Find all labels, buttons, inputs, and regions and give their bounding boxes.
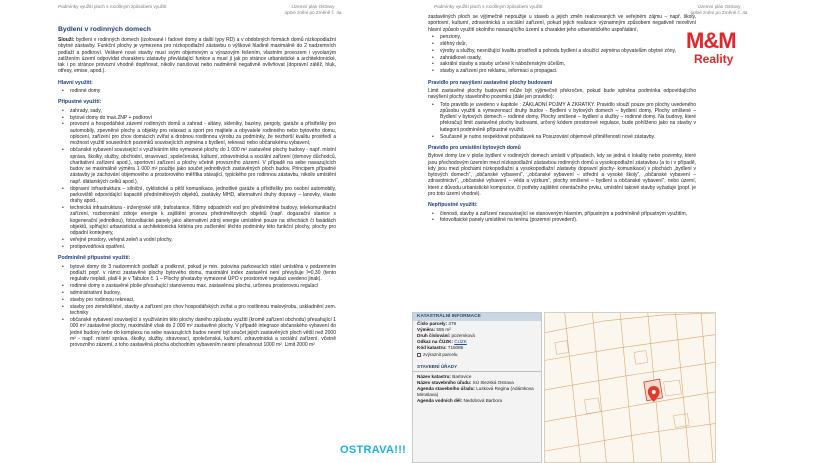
list-item: • protipovodňová opatření. [70,244,336,250]
list-item: • stěhný dvůr, [440,41,696,47]
left-header-plan-version: úplné znění po Změně č. 4a [284,10,342,15]
opening-paragraph: zastavěných ploch se výjimečně nepoužije u staveb a jejich změn realizovaných ve veřejném zájmu – např. školy, sportovní, kulturní, zdravotnická a sociální zařízení, pokud jejich realizace významným způsobem negativně neovlivní hlavní způsob využití okolního navazujícího území a charakter jeho urbanistického uspořádání, [428,14,696,33]
type-label: Druh číslování: [417,333,451,338]
list-item: • Současně je nutno respektovat požadavek na Posuzování objemově přiměřenosti nové zástavby. [440,134,696,140]
office-value: SÚ Slezská Ostrava [472,380,514,385]
list-item: • dopravní infrastruktura – silniční, cyklistické a pěší komunikace, jednotlivé garáže a přístřešky pro osobní automobily, parkoviště odpovídající kapacitě přednímětových objektů, zastávky MHD, alternativní druhy dopravy – lanovky, vlaste drahy apod., [70,186,336,205]
main-use-heading: Hlavní využití: [58,79,93,86]
rule-paragraph: Limit zastavěné plochy budovami může být výjimečně překročen, pokud bude splněna podmínka odpovídajícího navýšení plochy stavebního pozemku (dále jen pravidlo): [428,87,696,101]
highlight-parcel-label: zvýraznit parcelu [423,352,458,357]
left-page [0,0,412,463]
list-item: • občanské vybavení související s využíváním této vymezené plochy do 1 000 m² zastavěné plochy budovy - např. místní správa, školky, služby, obchodní, stravovací, společenská, kulturní, zdravotnická a sociální zařízení (domovy důchodců, charitativní zařízení apod.), sportovní zařízení a plochy včetně provozního zázemí. V případě na sebe navazujících budov se maximálně výměra 1 000 m² použije jako součet jednotlivých zastavěných ploch budov. Principem případné zástavby je zachování objemového a prostorového měřítka stávající, typického pro rodinnou zástavbu, nikoliv umístění např. dlátarských celků apod.), [70,147,336,185]
cuzk-link[interactable]: ČÚZK [454,339,467,344]
conditional-list [58,264,336,349]
list-item: • občanské vybavení související s využíváním této plochy daného způsobu využití (kromě zařízení obchodu) přesahující 1 000 m² zastavěné plochy, maximálně však do 2 000 m² zastavěné plochy. V případě integrace občanského vybavení do jedné budovy nebo do komplexu na sebe navazujících budov nesmí být součet jejich zastavěných ploch větší než 2000 m² - např. místní správa, školky, služby, stravovací, společenská, kulturní, zdravotnická a sociální zařízení, včetně provozního zázemí, z toho zastavěná plocha obchodním vybavením nesmí přesahnout 1000 m². Limit 2000 m² [70,317,336,348]
parcel-number-value: 379 [448,321,457,326]
list-item: • penziony, [440,34,696,40]
agenda-water-label: Agenda vodních děl: [417,398,463,403]
main-use-list [58,88,336,94]
highlight-parcel-toggle[interactable] [413,351,541,359]
list-item: • stavby pro rodinnou rekreaci, [70,297,336,303]
list-item: • Toto pravidlo je uvedeno v kapitole : ZÁKLADNÍ POJMY A ZKRATKY. Pravidlo slouží pouze pro plochy uvedeného způsobu využití a vymezenoucí druhy budov - Bydlení v bytových domech – bydlení domy, Plochy smíšené – Bydlení v bytových domech – rodinné domy, Plochy smíšené – bydlení a služby – rodinné domy. Na budovy, které překračují limit zastavěné plochy budovami, určený kódem prostorové regulace, bude pohlíženo jako na stavby v kategorii podmíněně přípustné využití. [440,102,696,133]
left-header-plan-name: Územní plán Ostravy [291,4,335,9]
code-label: Kód katastru: [417,345,447,350]
list-item: • bytové domy do 3 nadzemních podlaží a podkroví, pokud je min. polovina parkovacích stání umístěna v podzemním podlaží popř. v rámci zastavěné plochy bytového domu, maximální index zastavění není převyšuje I=0,30 (tento regulativ neplatí, platí-li je v Tabulce č. 1 – Plochy přestavby vymezené ÚPO v prostorové regulaci uvedeno jinak). [70,264,336,283]
logo-wordmark: Reality [694,52,734,66]
type-value: pozemková [451,333,475,338]
area-value: 555 m² [436,327,451,332]
agenda-label: Agenda stavebního úřadu: [417,386,475,391]
forbidden-list [428,211,696,224]
parcel-map[interactable] [544,312,716,463]
left-header-plan [258,4,368,16]
agenda-water-row [413,398,541,404]
ostrava-logo [340,444,406,456]
list-item: • stavby a zařízení pro reklamu, informaci a propagaci. [440,68,696,74]
right-column [428,14,696,224]
list-item: • provozní a hospodářské zázemí rodinných domů a zahrad - altány, skleníky, bazény, pergoly, garáže a přístřešky pro automobily, zpevněné plochy a objekty pro relaxaci a sport pro majitele a obyvatele rodinného nebo bytového domu, oplocení, zařízení pro chov domácích zvířat a drobnou rostlinnou výrobu za podmínky, že nezhorší kvalitu prostředí a možnost využití sousedních pozemků souvisejících zejména s bydlení, rekreaci nebo občanskému vybavení, [70,121,336,146]
list-item: • stavby pro zemědělství, stavby a zařízení pro chov hospodářských zvířat a pro rostlinnou malovýrobu, uskladnění zem. techniky [70,304,336,317]
agenda-value: Lusková Regina (Adámkova Miroslava) [417,386,534,397]
right-header-plan-version: úplné znění po Změně č. 4a [690,10,748,15]
list-item: • sakrální stavby a stavby určené k náboženským účelům, [440,61,696,67]
list-item: • zahrady, sady, [70,108,336,114]
permitted-heading: Přípustné využití: [58,99,102,106]
highlight-parcel-checkbox[interactable] [417,353,421,357]
right-header-plan-name: Územní plán Ostravy [697,4,741,9]
left-header-title: Podmínky využití ploch s rozdílným způsobem využití [58,4,167,9]
section-title: Bydlení v rodinných domech [58,26,151,33]
left-column [58,26,336,349]
forbidden-heading: Nepřípustné využití: [428,202,478,209]
conditional-heading: Podmíněně přípustné využití: [58,255,131,262]
list-item: • zahrádkové osady, [440,55,696,61]
intro-lead: Slouží: [58,37,75,43]
katastr-label: Název katastru: [417,374,451,379]
office-label: Název stavebního úřadu: [417,380,472,385]
list-item: • činnosti, stavby a zařízení nesouvisející se stanoveným hlavním, přípustným a podmíněně přípustným využitím, [440,211,696,217]
parcel-map-drawing [545,313,715,462]
flats-paragraph: Bytové domy lze v ploše bydlení v rodinných domech umístit v případech, kdy se jedná o lokality nebo pozemky, které jsou přechodovým územím mezi nízkopodlažní zástavbou rodinných domů a vysokopodlažní zástavbou (a to i v případě, kdy jsou mezi plochami nízkopodlažní a vysokopodlažní zástavby dopravní plochy- komunikace) v plochách „bydlení v bytových domech“, „občanské vybavení“, „občanské vybavení – střední a vysoké školy“, „občanské vybavení – zdravotnictví“, „občanské vybavení – věda a výzkum“, plochy smíšené – bydlení a občanské vybavení“, nebo území, které z důvodu urbanistické kompozice, či potřeby zajištění orientačního prvku, umístění takové stavby vyžaduje (popř. je pro toto území vhodné). [428,153,696,197]
list-item: • technická infrastruktura - inženýrské sítě, trafostanice, řídimy odpadních vod pro přednímětné budovy, telekomunikační zařízení, rozboronání zdroje energie k zajištění provozu přednímětových objektů (např. dogazační stanice s kogenerační jednotkou), fotovoltaické panely jako alternativní zdroj energie umístěné pouze na střechách či fasádách objektů, splňující urbanistická a architektonická kritéria pro začlenění těchto podmínky této funkční plochy, plochy pro odpadní kontejnery, [70,205,336,236]
cadastral-title: KATASTRÁLNÍ INFORMACE [413,313,541,321]
list-item: • rodinné domy o zastavěné ploše přesahující stanovenou max. zastavěnou plochu, určenou prostorovou regulací [70,283,336,289]
rule-list [428,102,696,140]
cuzk-label: Odkaz na ČÚZK: [417,339,453,344]
katastr-value: Bartovice [452,374,472,379]
list-item: • výroby a služby, nesnižující kvalitu prostředí a pohodu bydlení a sloužící zejména obyvatelům obytné zóny, [440,48,696,54]
code-value: 715085 [447,345,464,350]
opening-list [428,34,696,75]
permitted-list [58,108,336,251]
logo-mark: M&M [686,28,736,53]
agenda-row [413,386,541,398]
cadastral-panel [412,312,542,463]
intro-paragraph [58,37,336,75]
list-item: • fotovoltaické panely umístěné na terénu (pozemní provedení). [440,217,696,223]
agenda-water-value: Nedobová Barbora [463,398,503,403]
rule-heading: Pravidlo pro navýšení zastavěné plochy budovami [428,79,553,86]
list-item: • rodinné domy [70,88,336,94]
ostrava-wordmark: OSTRAVA [340,444,395,456]
area-label: Výměra: [417,327,436,332]
offices-title: STAVEBNÍ ÚŘADY [413,359,541,372]
intro-text: bydlení v rodinných domech (izolované i řadové domy a další typy RD) a v obdobných formách domů nízkopodlažní obytné zástavby. Funkční plochy je vymezena pro nízkopodlažní zástavbu o výškové hladině maximálně do 2 nadzemních podlaží a podkroví. Veškeré nové stavby musí svým objemovým a výrazovým řešením, vlastním provozem i vyvolaným zatížením území odpovídat charakteru zástavby převládající funkce a musí jí jak po stránce urbanistické a architektonické, tak i po stránce provozní vhodně doplňovat, nikoliv narušovat nebo nadměrně negativně ovlivňovat (dopravní zátěž, hluk, otřesy, emise, apod.). [58,37,336,75]
ostrava-exclamation: !!! [394,444,407,456]
flats-heading: Pravidlo pro umístění bytových domů [428,144,521,151]
mm-reality-logo [686,30,756,66]
list-item: • bytové domy do max.2NP + podkroví [70,115,336,121]
list-item: • administrativní budovy, [70,290,336,296]
right-header-title: Podmínky využití ploch s rozdílným způsobem využití [434,4,543,9]
list-item: • veřejné prostory, veřejná zeleň a vodní plochy, [70,237,336,243]
parcel-number-label: Číslo parcely: [417,321,448,326]
